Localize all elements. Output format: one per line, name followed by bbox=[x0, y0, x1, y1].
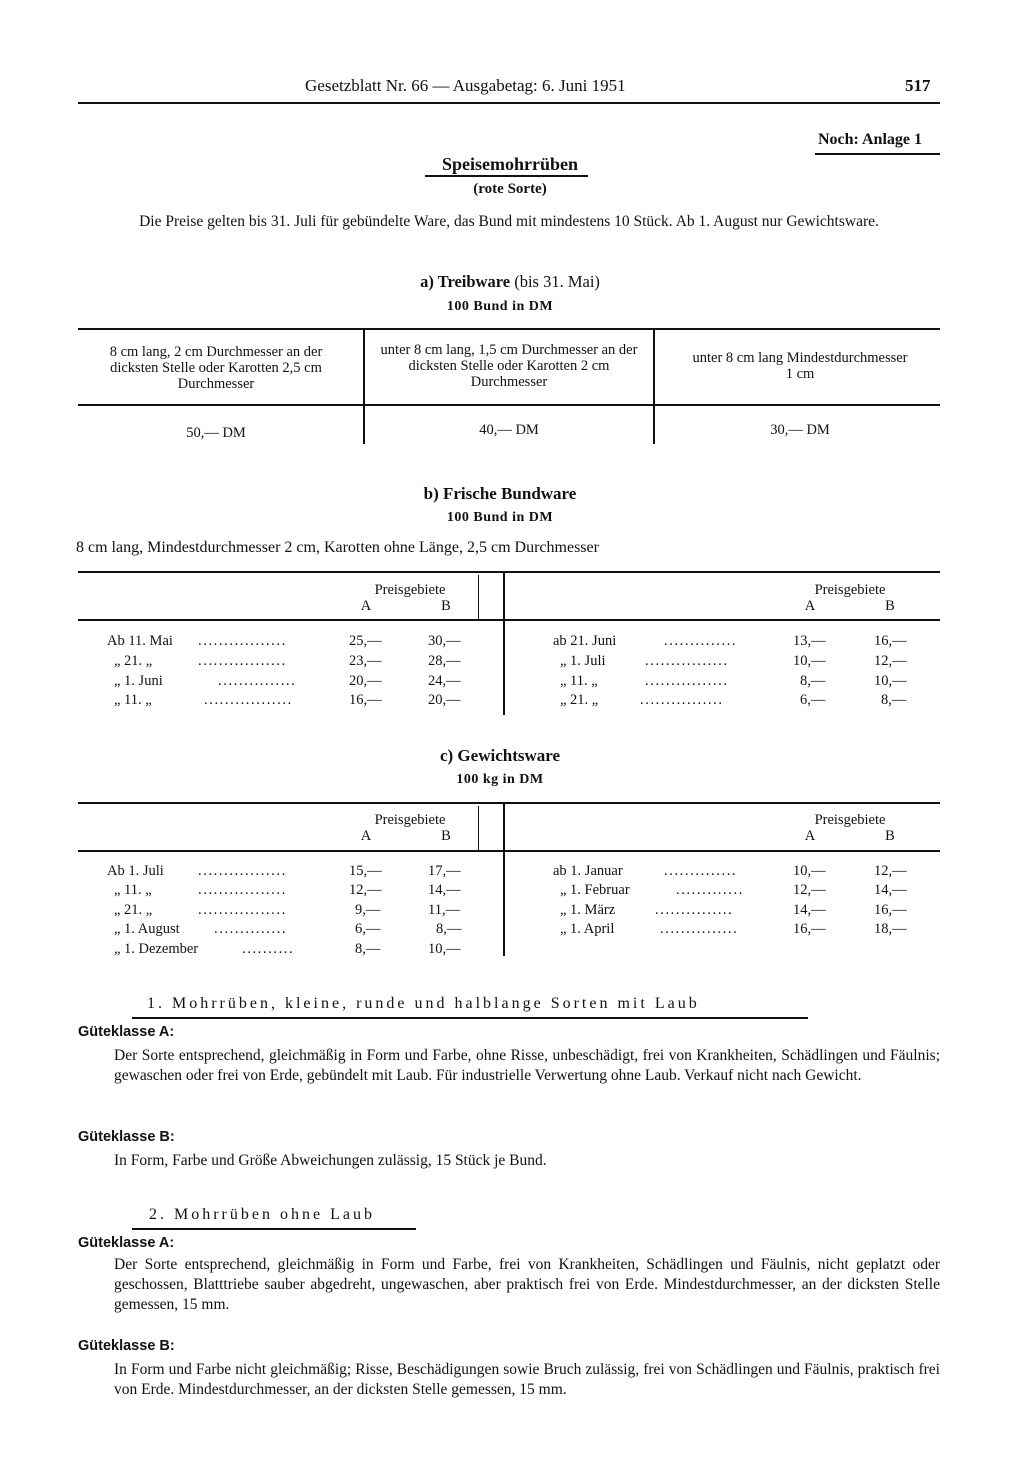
table-b-left-header-label: Preisgebiete bbox=[374, 582, 446, 598]
row-value-a: 25,— bbox=[349, 633, 382, 649]
row-value-a: 12,— bbox=[793, 882, 826, 898]
section-a-title-note: (bis 31. Mai) bbox=[514, 272, 600, 291]
row-leader: ................. bbox=[198, 863, 287, 879]
page-header-title: Gesetzblatt Nr. 66 — Ausgabetag: 6. Juni 1951 bbox=[305, 76, 626, 95]
quality-2-b-label: Güteklasse B: bbox=[78, 1338, 175, 1354]
quality-1-underline bbox=[132, 1017, 808, 1019]
section-b-unit: 100 Bund in DM bbox=[446, 510, 554, 525]
row-value-b: 16,— bbox=[874, 902, 907, 918]
row-value-a: 16,— bbox=[349, 692, 382, 708]
table-row bbox=[0, 921, 1024, 941]
table-a-top-rule bbox=[78, 328, 940, 330]
row-value-b: 16,— bbox=[874, 633, 907, 649]
row-label: „ 1. März bbox=[560, 902, 616, 918]
table-c-right-header-a: A bbox=[804, 828, 816, 844]
table-a-divider-2 bbox=[653, 330, 655, 444]
table-b-top-rule bbox=[78, 571, 940, 573]
table-c-left-header-a: A bbox=[360, 828, 372, 844]
row-value-b: 8,— bbox=[436, 921, 462, 937]
table-b-right-header-label: Preisgebiete bbox=[814, 582, 886, 598]
table-a-header-2: unter 8 cm lang, 1,5 cm Durchmesser an der dicksten Stelle oder Karotten 2 cm Durchmesser bbox=[380, 342, 638, 390]
row-label: Ab 11. Mai bbox=[107, 633, 173, 649]
row-value-b: 10,— bbox=[874, 673, 907, 689]
row-leader: ............... bbox=[218, 673, 297, 689]
row-label: „ 11. „ bbox=[114, 882, 152, 898]
row-label: „ 11. „ bbox=[114, 692, 152, 708]
quality-1-b-text: In Form, Farbe und Größe Abweichungen zulässig, 15 Stück je Bund. bbox=[114, 1152, 547, 1169]
table-b-left-header-divider bbox=[478, 575, 479, 619]
table-a-header-3: unter 8 cm lang Mindestdurchmesser 1 cm bbox=[692, 350, 908, 382]
row-value-b: 14,— bbox=[428, 882, 461, 898]
row-label: „ 1. Juni bbox=[114, 673, 163, 689]
row-label: „ 21. „ bbox=[114, 902, 153, 918]
row-value-b: 17,— bbox=[428, 863, 461, 879]
table-b-right-header-b: B bbox=[885, 598, 895, 614]
header-rule bbox=[78, 102, 940, 104]
quality-1-title: 1. Mohrrüben, kleine, runde und halblange Sorten mit Laub bbox=[147, 995, 700, 1012]
row-label: „ 21. „ bbox=[114, 653, 153, 669]
row-leader: ............... bbox=[655, 902, 734, 918]
row-value-b: 30,— bbox=[428, 633, 461, 649]
quality-2-underline bbox=[132, 1228, 416, 1230]
row-value-b: 11,— bbox=[428, 902, 461, 918]
row-label: „ 1. April bbox=[560, 921, 615, 937]
row-label: „ 21. „ bbox=[560, 692, 599, 708]
row-leader: ................. bbox=[198, 882, 287, 898]
section-a-unit: 100 Bund in DM bbox=[446, 299, 554, 314]
row-leader: ................. bbox=[198, 633, 287, 649]
main-title: Speisemohrrüben bbox=[441, 154, 578, 174]
section-a-title bbox=[330, 272, 690, 292]
table-c-left-header-b: B bbox=[441, 828, 451, 844]
row-value-b: 12,— bbox=[874, 653, 907, 669]
main-title-underline bbox=[425, 175, 588, 177]
quality-1-a-text: Der Sorte entsprechend, gleichmäßig in Form und Farbe, ohne Risse, unbeschädigt, frei von Krankheiten, Schädlingen und Fäulnis; gewaschen oder frei von Erde, gebündelt mit Laub. Für industrielle Verwertung ohne Laub. Verkauf nicht nach Gewicht. bbox=[114, 1047, 940, 1084]
table-a-price-3: 30,— DM bbox=[770, 422, 830, 438]
section-a-title-text: a) Treibware bbox=[420, 272, 511, 291]
row-value-a: 8,— bbox=[355, 941, 381, 957]
table-c-right-header-b: B bbox=[885, 828, 895, 844]
row-value-a: 16,— bbox=[793, 921, 826, 937]
row-value-a: 20,— bbox=[349, 673, 382, 689]
row-value-a: 6,— bbox=[800, 692, 826, 708]
quality-2-a-label: Güteklasse A: bbox=[78, 1235, 175, 1251]
row-leader: .......... bbox=[242, 941, 295, 957]
quality-2-a-text: Der Sorte entsprechend, gleichmäßig in Form und Farbe, frei von Krankheiten, Schädlingen und Fäulnis, nicht geplatzt oder geschossen, Blatttriebe sauber abgedreht, ungewaschen, aber praktisch frei von Erde. Mindestdurchmesser, an der dicksten Stelle gemessen, 15 mm. bbox=[114, 1256, 940, 1313]
row-value-b: 20,— bbox=[428, 692, 461, 708]
section-b-description: 8 cm lang, Mindestdurchmesser 2 cm, Karotten ohne Länge, 2,5 cm Durchmesser bbox=[76, 539, 599, 556]
row-value-a: 8,— bbox=[800, 673, 826, 689]
row-label: ab 21. Juni bbox=[553, 633, 617, 649]
quality-2-title: 2. Mohrrüben ohne Laub bbox=[149, 1206, 375, 1223]
table-row bbox=[0, 633, 1024, 653]
row-leader: ................. bbox=[198, 902, 287, 918]
row-value-a: 13,— bbox=[793, 633, 826, 649]
main-subtitle: (rote Sorte) bbox=[473, 181, 547, 197]
section-c-title: c) Gewichtsware bbox=[439, 746, 561, 765]
row-label: „ 1. Dezember bbox=[114, 941, 199, 957]
row-value-b: 18,— bbox=[874, 921, 907, 937]
row-leader: .............. bbox=[664, 633, 738, 649]
table-a-price-2: 40,— DM bbox=[479, 422, 539, 438]
row-leader: ............. bbox=[676, 882, 744, 898]
row-value-a: 23,— bbox=[349, 653, 382, 669]
row-leader: ................. bbox=[198, 653, 287, 669]
row-value-b: 10,— bbox=[428, 941, 461, 957]
table-b-right-header-a: A bbox=[804, 598, 816, 614]
table-a-price-1: 50,— DM bbox=[186, 425, 246, 441]
quality-1-b-label: Güteklasse B: bbox=[78, 1129, 175, 1145]
row-leader: ................ bbox=[640, 692, 724, 708]
row-value-b: 12,— bbox=[874, 863, 907, 879]
row-value-a: 9,— bbox=[355, 902, 381, 918]
table-c-left-header-divider bbox=[478, 806, 479, 850]
row-label: „ 11. „ bbox=[560, 673, 598, 689]
table-a-header-1: 8 cm lang, 2 cm Durchmesser an der dicksten Stelle oder Karotten 2,5 cm Durchmesser bbox=[109, 344, 323, 392]
table-row bbox=[0, 653, 1024, 673]
row-label: „ 1. Februar bbox=[560, 882, 630, 898]
row-value-b: 14,— bbox=[874, 882, 907, 898]
table-row bbox=[0, 882, 1024, 902]
row-value-b: 28,— bbox=[428, 653, 461, 669]
table-c-top-rule bbox=[78, 802, 940, 804]
table-b-left-header-a: A bbox=[360, 598, 372, 614]
row-value-a: 14,— bbox=[793, 902, 826, 918]
table-row bbox=[0, 673, 1024, 693]
table-a-divider-1 bbox=[363, 330, 365, 444]
table-row bbox=[0, 902, 1024, 922]
page-number: 517 bbox=[905, 76, 931, 95]
row-value-a: 10,— bbox=[793, 863, 826, 879]
row-label: „ 1. Juli bbox=[560, 653, 606, 669]
row-leader: ................. bbox=[204, 692, 293, 708]
table-row bbox=[0, 941, 1024, 961]
row-leader: ................ bbox=[645, 673, 729, 689]
quality-2-b-text: In Form und Farbe nicht gleichmäßig; Risse, Beschädigungen sowie Bruch zulässig, frei von Schädlingen und Fäulnis, praktisch frei von Erde. Mindestdurchmesser, an der dicksten Stelle gemessen, 15 mm. bbox=[114, 1361, 940, 1398]
row-label: „ 1. August bbox=[114, 921, 180, 937]
table-c-left-header-label: Preisgebiete bbox=[374, 812, 446, 828]
table-a-mid-rule bbox=[78, 404, 940, 406]
annex-label: Noch: Anlage 1 bbox=[818, 131, 922, 148]
row-leader: ............... bbox=[660, 921, 739, 937]
row-leader: .............. bbox=[214, 921, 288, 937]
row-value-b: 8,— bbox=[881, 692, 907, 708]
table-row bbox=[0, 863, 1024, 883]
row-label: Ab 1. Juli bbox=[107, 863, 164, 879]
section-c-unit: 100 kg in DM bbox=[456, 772, 544, 787]
table-row bbox=[0, 692, 1024, 712]
row-leader: ................ bbox=[645, 653, 729, 669]
row-value-a: 12,— bbox=[349, 882, 382, 898]
quality-1-a-label: Güteklasse A: bbox=[78, 1024, 175, 1040]
row-value-a: 10,— bbox=[793, 653, 826, 669]
table-c-right-header-label: Preisgebiete bbox=[814, 812, 886, 828]
table-b-mid-rule bbox=[78, 619, 940, 621]
row-value-a: 6,— bbox=[355, 921, 381, 937]
row-label: ab 1. Januar bbox=[553, 863, 623, 879]
row-value-a: 15,— bbox=[349, 863, 382, 879]
row-value-b: 24,— bbox=[428, 673, 461, 689]
table-b-left-header-b: B bbox=[441, 598, 451, 614]
section-b-title: b) Frische Bundware bbox=[423, 484, 577, 503]
row-leader: .............. bbox=[664, 863, 738, 879]
annex-underline bbox=[815, 153, 940, 155]
table-c-mid-rule bbox=[78, 850, 940, 852]
intro-text: Die Preise gelten bis 31. Juli für gebündelte Ware, das Bund mit mindestens 10 Stück. Ab 1. August nur Gewichtsware. bbox=[139, 213, 879, 230]
